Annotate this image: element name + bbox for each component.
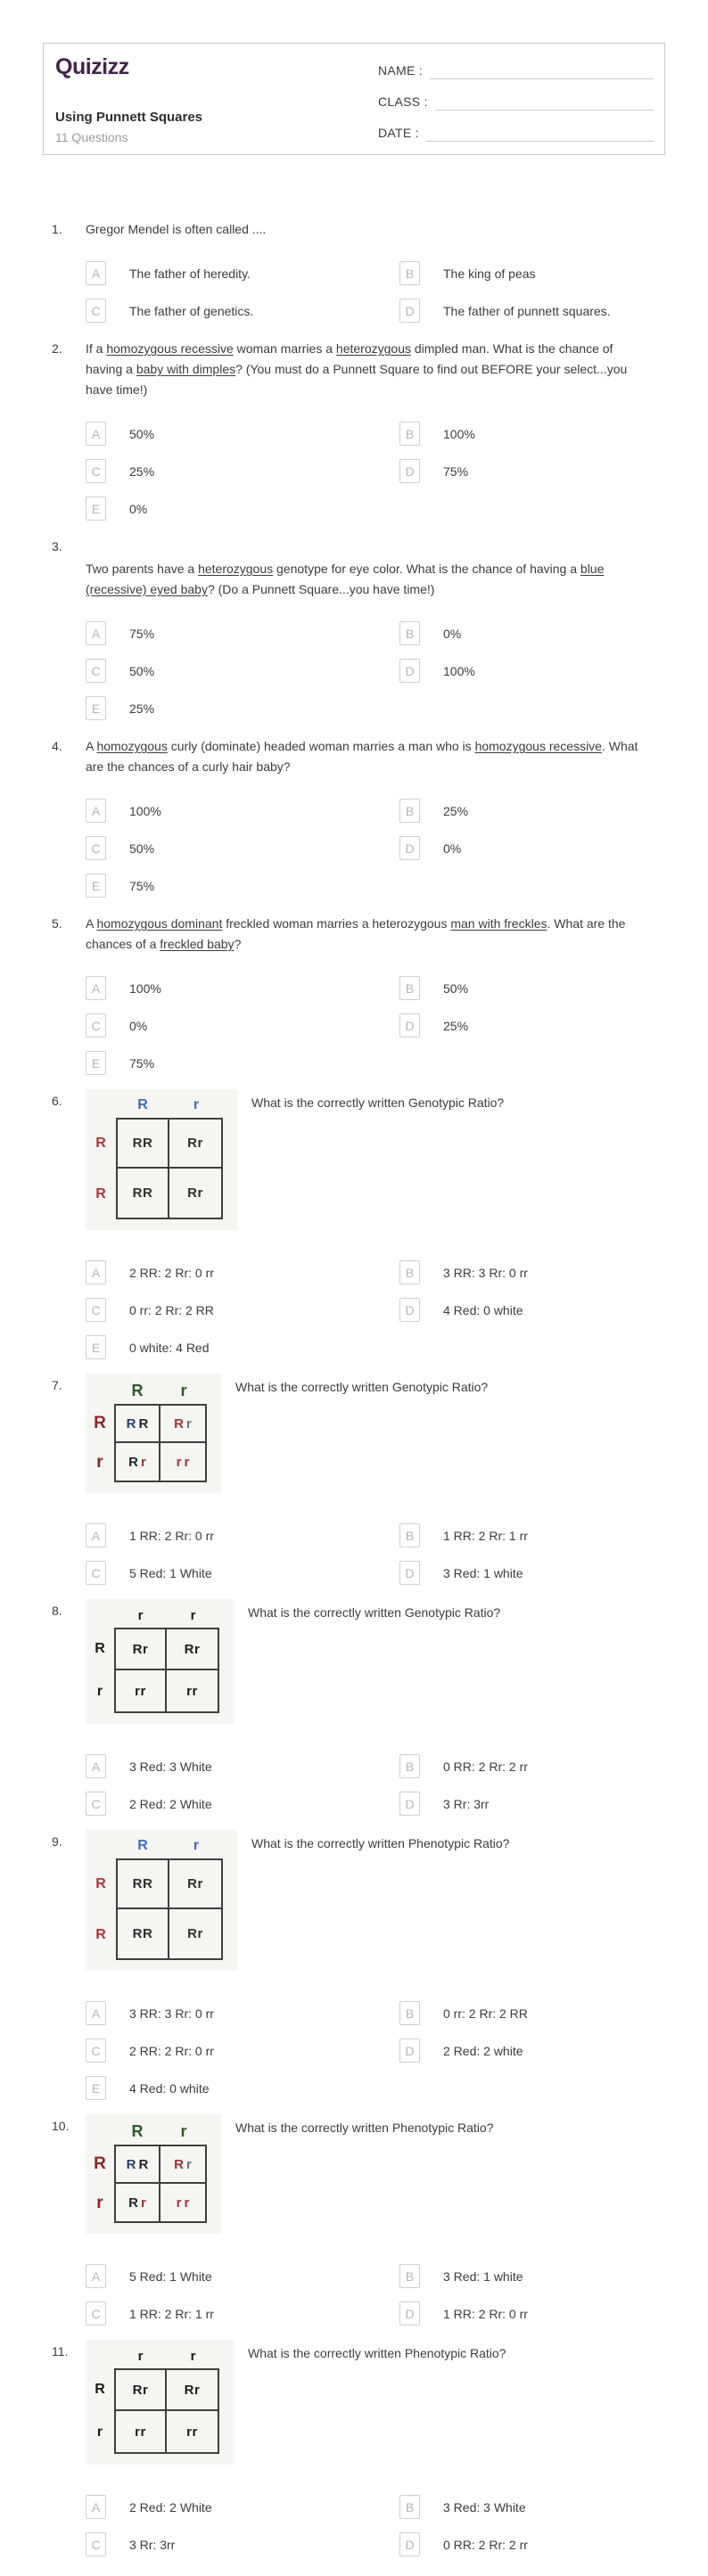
punnett-left-header: r [96, 1453, 103, 1472]
answer-option-C[interactable] [86, 459, 399, 483]
question-body [86, 736, 665, 898]
option-text: 3 Red: 1 white [443, 1565, 523, 1580]
answer-options [86, 1260, 665, 1359]
answer-option-A[interactable] [86, 621, 399, 645]
option-text: 3 Red: 1 white [443, 2268, 523, 2284]
option-letter-box[interactable]: B [399, 422, 420, 446]
option-letter-box[interactable]: B [399, 1523, 420, 1547]
option-letter-box[interactable]: E [86, 496, 106, 521]
punnett-top-header: r [190, 2348, 196, 2364]
answer-options [86, 422, 665, 521]
question-number: 1. [52, 222, 62, 236]
class-input-line[interactable] [435, 95, 654, 111]
answer-option-A[interactable] [86, 261, 399, 285]
punnett-top-header: r [137, 1607, 144, 1623]
answer-options [86, 1754, 665, 1816]
question-4 [43, 736, 665, 898]
answer-option-B[interactable] [399, 1260, 665, 1284]
punnett-left-header: R [95, 1641, 105, 1656]
punnett-cell: RR [116, 1169, 169, 1219]
option-text: 1 RR: 2 Rr: 0 rr [129, 1528, 214, 1543]
punnett-cell: R r [114, 2184, 161, 2223]
punnett-cell: Rr [167, 2368, 219, 2411]
answer-option-D[interactable] [399, 2301, 665, 2326]
answer-option-C[interactable] [86, 1013, 399, 1038]
punnett-corner [86, 1093, 116, 1118]
punnett-left-header: r [96, 1684, 103, 1699]
punnett-left-header: R [94, 2154, 106, 2173]
answer-option-A[interactable] [86, 2495, 399, 2519]
answer-option-D[interactable] [399, 1792, 665, 1816]
option-letter-box[interactable]: A [86, 2264, 106, 2288]
question-text: A homozygous curly (dominate) headed woman marries a man who is homozygous recessive. What are the chances of a curly hair baby? [86, 739, 638, 774]
question-1 [43, 219, 665, 323]
punnett-top-header: R [131, 2121, 144, 2140]
question-text: A homozygous dominant freckled woman marries a heterozygous man with freckles. What are the chances of a freckled baby? [86, 916, 626, 951]
punnett-corner [86, 2343, 114, 2368]
answer-option-E[interactable] [86, 1335, 399, 1359]
answer-option-A[interactable] [86, 1260, 399, 1284]
question-count: 11 Questions [55, 130, 128, 144]
punnett-left-header: R [95, 1926, 106, 1942]
option-letter-box[interactable]: A [86, 1754, 106, 1778]
punnett-cell: R r [161, 2145, 207, 2184]
punnett-top-header: r [180, 2121, 187, 2140]
option-letter-box[interactable]: A [86, 976, 106, 1000]
option-letter-box[interactable]: A [86, 422, 106, 446]
answer-option-B[interactable] [399, 976, 665, 1000]
punnett-cell: RR [116, 1909, 169, 1960]
answer-option-E[interactable] [86, 496, 399, 521]
punnett-cell: Rr [169, 1118, 223, 1169]
option-text: The king of peas [443, 266, 536, 281]
answer-option-E[interactable] [86, 1051, 399, 1075]
question-body [86, 1832, 665, 2100]
option-text: 0% [129, 501, 148, 516]
question-head [86, 1091, 665, 1230]
question-3 [43, 537, 665, 720]
option-text: 100% [443, 426, 475, 441]
punnett-cell: rr [114, 2411, 167, 2454]
question-text: What is the correctly written Genotypic Ratio? [235, 1380, 489, 1394]
option-text: 0% [443, 626, 462, 641]
option-text: 100% [129, 803, 161, 818]
answer-option-D[interactable] [399, 2532, 665, 2556]
answer-options [86, 621, 665, 720]
punnett-cell: Rr [114, 2368, 167, 2411]
question-text: Gregor Mendel is often called .... [86, 222, 267, 236]
option-text: 0 white: 4 Red [129, 1340, 210, 1355]
option-text: 3 Red: 3 White [443, 2499, 526, 2514]
answer-options [86, 2001, 665, 2100]
option-text: 0 RR: 2 Rr: 2 rr [443, 1759, 528, 1774]
question-11 [43, 2342, 665, 2556]
question-body [86, 2342, 665, 2556]
punnett-left-header: R [95, 1185, 106, 1202]
answer-option-B[interactable] [399, 621, 665, 645]
answer-option-D[interactable] [399, 1298, 665, 1322]
option-text: 2 Red: 2 White [129, 1796, 212, 1811]
answer-options [86, 261, 665, 323]
answer-option-E[interactable] [86, 874, 399, 898]
answer-option-E[interactable] [86, 2076, 399, 2100]
option-text: 50% [129, 663, 155, 678]
question-text: Two parents have a heterozygous genotype for eye color. What is the chance of having a blue (recessive) eyed baby? (Do a Punnett Square...you have time!) [86, 562, 605, 596]
punnett-corner [86, 1834, 116, 1858]
option-letter-box[interactable]: C [86, 459, 106, 483]
punnett-top-header: r [190, 1607, 196, 1623]
answer-option-D[interactable] [399, 1561, 665, 1585]
answer-options [86, 799, 665, 898]
punnett-top-header: r [193, 1838, 200, 1853]
option-text: 2 Red: 2 White [129, 2499, 212, 2514]
option-letter-box[interactable]: D [399, 299, 420, 323]
option-letter-box[interactable]: A [86, 261, 106, 285]
punnett-top-header: R [131, 1381, 144, 1399]
punnett-square [86, 2340, 234, 2465]
option-letter-box[interactable]: D [399, 2039, 420, 2063]
question-8 [43, 1601, 665, 1816]
option-text: 3 Rr: 3rr [443, 1796, 490, 1811]
name-input-line[interactable] [430, 64, 654, 79]
answer-option-A[interactable] [86, 2001, 399, 2025]
field-label: NAME : [378, 63, 424, 78]
worksheet-header [43, 43, 665, 155]
answer-option-A[interactable] [86, 2264, 399, 2288]
punnett-square [86, 1374, 221, 1493]
answer-option-A[interactable] [86, 422, 399, 446]
punnett-top-header: R [137, 1097, 148, 1112]
question-number: 6. [52, 1094, 62, 1108]
option-text: 25% [129, 464, 155, 479]
option-letter-box[interactable]: B [399, 2495, 420, 2519]
question-10 [43, 2116, 665, 2326]
answer-option-D[interactable] [399, 2039, 665, 2063]
option-letter-box[interactable]: E [86, 1335, 106, 1359]
punnett-corner [86, 2118, 114, 2145]
question-6 [43, 1091, 665, 1359]
option-letter-box[interactable]: D [399, 659, 420, 683]
punnett-cell: R R [114, 2145, 161, 2184]
question-head [86, 537, 665, 600]
punnett-cell: Rr [114, 1628, 167, 1670]
punnett-left-header: R [95, 1875, 106, 1891]
answer-option-B[interactable] [399, 1754, 665, 1778]
option-text: 4 Red: 0 white [129, 2080, 210, 2096]
question-9 [43, 1832, 665, 2100]
punnett-top-header: r [137, 2348, 144, 2364]
punnett-cell: Rr [169, 1909, 223, 1960]
option-text: The father of heredity. [129, 266, 251, 281]
question-number: 11. [52, 2344, 69, 2359]
punnett-cell: Rr [169, 1169, 223, 1219]
option-letter-box[interactable]: E [86, 874, 106, 898]
option-text: The father of punnett squares. [443, 303, 611, 318]
punnett-square [86, 1830, 237, 1971]
option-letter-box[interactable]: C [86, 1561, 106, 1585]
answer-option-B[interactable] [399, 799, 665, 823]
field-label: DATE : [378, 126, 419, 140]
question-head [86, 1832, 665, 1971]
question-body [86, 1091, 665, 1359]
punnett-left-header: R [95, 2382, 105, 2397]
option-letter-box[interactable]: A [86, 799, 106, 823]
answer-option-A[interactable] [86, 799, 399, 823]
punnett-cell: RR [116, 1858, 169, 1909]
answer-option-C[interactable] [86, 299, 399, 323]
punnett-cell: r r [161, 1443, 207, 1482]
date-field [378, 120, 654, 142]
punnett-left-header: R [94, 1414, 106, 1432]
option-text: 25% [443, 803, 469, 818]
question-body [86, 2116, 665, 2326]
question-body [86, 914, 665, 1075]
punnett-cell: rr [114, 1670, 167, 1713]
option-text: 3 Red: 3 White [129, 1759, 212, 1774]
option-letter-box[interactable]: D [399, 2532, 420, 2556]
answer-option-D[interactable] [399, 836, 665, 860]
option-text: 0 rr: 2 Rr: 2 RR [129, 1302, 214, 1317]
question-head [86, 1375, 665, 1493]
option-text: 1 RR: 2 Rr: 1 rr [443, 1528, 528, 1543]
option-letter-box[interactable]: E [86, 2076, 106, 2100]
punnett-cell: rr [167, 1670, 219, 1713]
option-letter-box[interactable]: C [86, 836, 106, 860]
option-text: 0 RR: 2 Rr: 2 rr [443, 2537, 528, 2552]
punnett-cell: R r [161, 1404, 207, 1443]
name-field [378, 58, 654, 79]
option-text: 1 RR: 2 Rr: 1 rr [129, 2306, 214, 2321]
answer-option-A[interactable] [86, 1754, 399, 1778]
option-text: 25% [443, 1018, 469, 1033]
option-text: 75% [129, 878, 155, 893]
answer-option-E[interactable] [86, 696, 399, 720]
question-text: If a homozygous recessive woman marries a heterozygous dimpled man. What is the chance of having a baby with dimples? (You must do a Punnett Square to find out BEFORE your select...you have time!) [86, 341, 628, 397]
question-number: 5. [52, 916, 62, 931]
option-letter-box[interactable]: C [86, 1298, 106, 1322]
answer-option-C[interactable] [86, 2039, 399, 2063]
question-7 [43, 1375, 665, 1585]
question-head [86, 914, 665, 955]
question-list [43, 219, 665, 2556]
option-letter-box[interactable]: B [399, 1754, 420, 1778]
question-text: What is the correctly written Genotypic Ratio? [248, 1605, 501, 1620]
answer-options [86, 2264, 665, 2326]
punnett-left-header: R [95, 1135, 106, 1151]
option-letter-box[interactable]: C [86, 2532, 106, 2556]
punnett-cell: RR [116, 1118, 169, 1169]
option-text: 2 RR: 2 Rr: 0 rr [129, 2043, 214, 2058]
answer-options [86, 2495, 665, 2556]
punnett-top-header: R [137, 1838, 148, 1853]
option-letter-box[interactable]: D [399, 459, 420, 483]
option-text: 3 Rr: 3rr [129, 2537, 176, 2552]
option-text: 5 Red: 1 White [129, 1565, 212, 1580]
question-number: 2. [52, 341, 62, 356]
option-text: 75% [443, 464, 469, 479]
punnett-cell: R R [114, 1404, 161, 1443]
answer-option-D[interactable] [399, 1013, 665, 1038]
option-text: 0% [443, 841, 462, 856]
option-letter-box[interactable]: C [86, 1013, 106, 1038]
option-text: 50% [129, 841, 155, 856]
class-field [378, 89, 654, 111]
punnett-square [86, 1089, 237, 1230]
question-text: What is the correctly written Genotypic Ratio? [251, 1095, 505, 1110]
answer-option-C[interactable] [86, 659, 399, 683]
option-text: The father of genetics. [129, 303, 254, 318]
answer-option-B[interactable] [399, 422, 665, 446]
question-body [86, 339, 665, 521]
question-head [86, 219, 665, 240]
option-text: 75% [129, 626, 155, 641]
question-text: What is the correctly written Phenotypic Ratio? [251, 1836, 510, 1850]
option-text: 3 RR: 3 Rr: 0 rr [129, 2006, 214, 2021]
answer-option-D[interactable] [399, 659, 665, 683]
question-number: 4. [52, 739, 62, 753]
punnett-cell: r r [161, 2184, 207, 2223]
answer-option-C[interactable] [86, 836, 399, 860]
question-number: 7. [52, 1378, 62, 1392]
worksheet-title: Using Punnett Squares [55, 110, 203, 125]
punnett-cell: Rr [167, 1628, 219, 1670]
question-head [86, 2342, 665, 2465]
option-text: 50% [443, 980, 469, 996]
punnett-cell: Rr [169, 1858, 223, 1909]
option-text: 2 RR: 2 Rr: 0 rr [129, 1265, 214, 1280]
option-letter-box[interactable]: B [399, 261, 420, 285]
answer-option-B[interactable] [399, 2495, 665, 2519]
option-letter-box[interactable]: E [86, 1051, 106, 1075]
option-letter-box[interactable]: D [399, 836, 420, 860]
question-number: 8. [52, 1604, 62, 1618]
question-number: 3. [52, 539, 62, 554]
answer-option-C[interactable] [86, 2301, 399, 2326]
punnett-square [86, 1599, 234, 1724]
punnett-corner [86, 1377, 114, 1404]
question-2 [43, 339, 665, 521]
question-text: What is the correctly written Phenotypic Ratio? [235, 2121, 494, 2135]
option-text: 100% [443, 663, 475, 678]
option-letter-box[interactable]: B [399, 2001, 420, 2025]
answer-option-A[interactable] [86, 976, 399, 1000]
question-head [86, 1601, 665, 1724]
answer-option-A[interactable] [86, 1523, 399, 1547]
answer-option-C[interactable] [86, 1298, 399, 1322]
punnett-corner [86, 1603, 114, 1628]
punnett-left-header: r [96, 2194, 103, 2212]
question-number: 9. [52, 1834, 62, 1849]
option-letter-box[interactable]: C [86, 1792, 106, 1816]
option-letter-box[interactable]: D [399, 2301, 420, 2326]
question-head [86, 736, 665, 777]
option-text: 75% [129, 1055, 155, 1071]
option-text: 4 Red: 0 white [443, 1302, 523, 1317]
answer-options [86, 1523, 665, 1585]
option-letter-box[interactable]: C [86, 659, 106, 683]
option-text: 50% [129, 426, 155, 441]
answer-option-B[interactable] [399, 261, 665, 285]
option-letter-box[interactable]: C [86, 2301, 106, 2326]
option-letter-box[interactable]: E [86, 696, 106, 720]
question-head [86, 339, 665, 400]
answer-option-B[interactable] [399, 2264, 665, 2288]
option-text: 25% [129, 701, 155, 716]
option-letter-box[interactable]: B [399, 799, 420, 823]
date-input-line[interactable] [426, 127, 654, 142]
answer-options [86, 976, 665, 1075]
answer-option-C[interactable] [86, 1561, 399, 1585]
question-body [86, 219, 665, 323]
answer-option-D[interactable] [399, 459, 665, 483]
question-body [86, 1601, 665, 1816]
question-number: 10. [52, 2119, 70, 2133]
option-letter-box[interactable]: D [399, 1792, 420, 1816]
option-text: 0% [129, 1018, 148, 1033]
option-text: 3 RR: 3 Rr: 0 rr [443, 1265, 528, 1280]
answer-option-D[interactable] [399, 299, 665, 323]
answer-option-C[interactable] [86, 1792, 399, 1816]
question-text: What is the correctly written Phenotypic Ratio? [248, 2346, 506, 2360]
option-text: 1 RR: 2 Rr: 0 rr [443, 2306, 528, 2321]
option-letter-box[interactable]: A [86, 1523, 106, 1547]
punnett-square [86, 2114, 221, 2234]
option-text: 100% [129, 980, 161, 996]
option-letter-box[interactable]: B [399, 1260, 420, 1284]
punnett-left-header: r [96, 2424, 103, 2440]
option-letter-box[interactable]: A [86, 1260, 106, 1284]
option-letter-box[interactable]: B [399, 2264, 420, 2288]
option-letter-box[interactable]: A [86, 2495, 106, 2519]
answer-option-C[interactable] [86, 2532, 399, 2556]
punnett-top-header: r [193, 1097, 200, 1112]
question-head [86, 2116, 665, 2234]
option-letter-box[interactable]: D [399, 1013, 420, 1038]
question-body [86, 1375, 665, 1585]
punnett-top-header: r [180, 1381, 187, 1399]
option-letter-box[interactable]: A [86, 621, 106, 645]
option-text: 0 rr: 2 Rr: 2 RR [443, 2006, 528, 2021]
punnett-cell: rr [167, 2411, 219, 2454]
option-letter-box[interactable]: C [86, 299, 106, 323]
question-5 [43, 914, 665, 1075]
answer-option-B[interactable] [399, 1523, 665, 1547]
student-fields [378, 58, 654, 152]
option-letter-box[interactable]: B [399, 976, 420, 1000]
answer-option-B[interactable] [399, 2001, 665, 2025]
option-letter-box[interactable]: D [399, 1561, 420, 1585]
field-label: CLASS : [378, 94, 428, 109]
question-body [86, 537, 665, 720]
option-letter-box[interactable]: D [399, 1298, 420, 1322]
option-letter-box[interactable]: A [86, 2001, 106, 2025]
punnett-cell: R r [114, 1443, 161, 1482]
option-text: 2 Red: 2 white [443, 2043, 523, 2058]
option-text: 5 Red: 1 White [129, 2268, 212, 2284]
option-letter-box[interactable]: B [399, 621, 420, 645]
option-letter-box[interactable]: C [86, 2039, 106, 2063]
quizizz-logo: Quizizz [55, 54, 129, 79]
